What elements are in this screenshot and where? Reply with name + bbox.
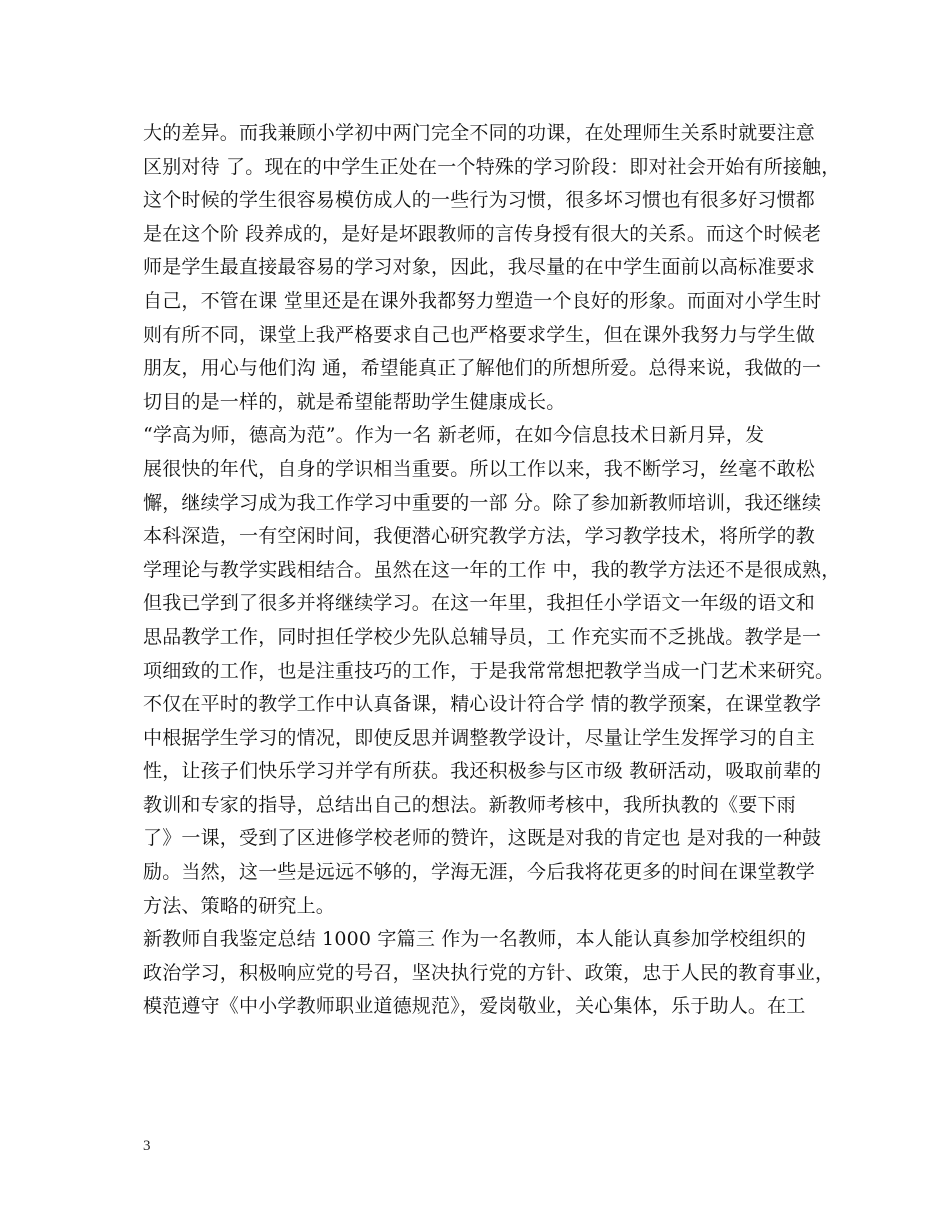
text-line: 不仅在平时的教学工作中认真备课，精心设计符合学 情的教学预案，在课堂教学 [143,693,822,716]
text-line: 方法、策略的研究上。 [143,894,336,917]
body-text [143,117,841,1024]
text-line: 切目的是一样的，就是希望能帮助学生健康成长。 [143,390,566,413]
text-line: 区别对待 了。现在的中学生正处在一个特殊的学习阶段：即对社会开始有所接触， [143,155,841,178]
text-line: 自己，不管在课 堂里还是在课外我都努力塑造一个良好的形象。而面对小学生时 [143,289,822,312]
text-line: 性，让孩子们快乐学习并学有所获。我还积极参与区市级 教研活动，吸取前辈的 [143,760,822,783]
text-line: 展很快的年代，自身的学识相当重要。所以工作以来，我不断学习，丝毫不敢松 [143,457,816,480]
text-line: 励。当然，这一些是远远不够的，学海无涯，今后我将花更多的时间在课堂教学 [143,861,816,884]
text-line: 政治学习，积极响应党的号召，坚决执行党的方针、政策，忠于人民的教育事业， [143,961,835,984]
text-line: 这个时候的学生很容易模仿成人的一些行为习惯，很多坏习惯也有很多好习惯都 [143,189,816,212]
section-heading-line: 新教师自我鉴定总结 1000 字篇三 作为一名教师，本人能认真参加学校组织的 [143,928,807,951]
text-line: 但我已学到了很多并将继续学习。在这一年里，我担任小学语文一年级的语文和 [143,592,816,615]
text-line: 项细致的工作，也是注重技巧的工作，于是我常常想把教学当成一门艺术来研究。 [143,659,835,682]
text-line: 则有所不同，课堂上我严格要求自己也严格要求学生，但在课外我努力与学生做 [143,323,816,346]
text-line: 教训和专家的指导，总结出自己的想法。新教师考核中，我所执教的《要下雨 [143,793,796,816]
text-line: “学高为师，德高为范”。作为一名 新老师，在如今信息技术日新月异，发 [143,424,765,447]
text-line: 思品教学工作，同时担任学校少先队总辅导员，工 作充实而不乏挑战。教学是一 [143,625,822,648]
text-line: 学理论与教学实践相结合。虽然在这一年的工作 中，我的教学方法还不是很成熟， [143,558,841,581]
page-number: 3 [143,1138,151,1154]
text-line: 了》一课，受到了区进修学校老师的赞许，这既是对我的肯定也 是对我的一种鼓 [143,827,822,850]
text-line: 大的差异。而我兼顾小学初中两门完全不同的功课，在处理师生关系时就要注意 [143,122,816,144]
text-line: 朋友，用心与他们沟 通，希望能真正了解他们的所想所爱。总得来说，我做的一 [143,357,822,380]
text-line: 是在这个阶 段养成的，是好是坏跟教师的言传身授有很大的关系。而这个时候老 [143,222,822,245]
text-line: 本科深造，一有空闲时间，我便潜心研究教学方法，学习教学技术，将所学的教 [143,525,816,548]
text-line: 模范遵守《中小学教师职业道德规范》，爱岗敬业，关心集体，乐于助人。在工 [143,995,806,1018]
text-line: 师是学生最直接最容易的学习对象，因此，我尽量的在中学生面前以高标准要求 [143,256,816,279]
text-line: 中根据学生学习的情况，即使反思并调整教学设计，尽量让学生发挥学习的自主 [143,726,816,749]
text-line: 懈，继续学习成为我工作学习中重要的一部 分。除了参加新教师培训，我还继续 [143,491,822,514]
